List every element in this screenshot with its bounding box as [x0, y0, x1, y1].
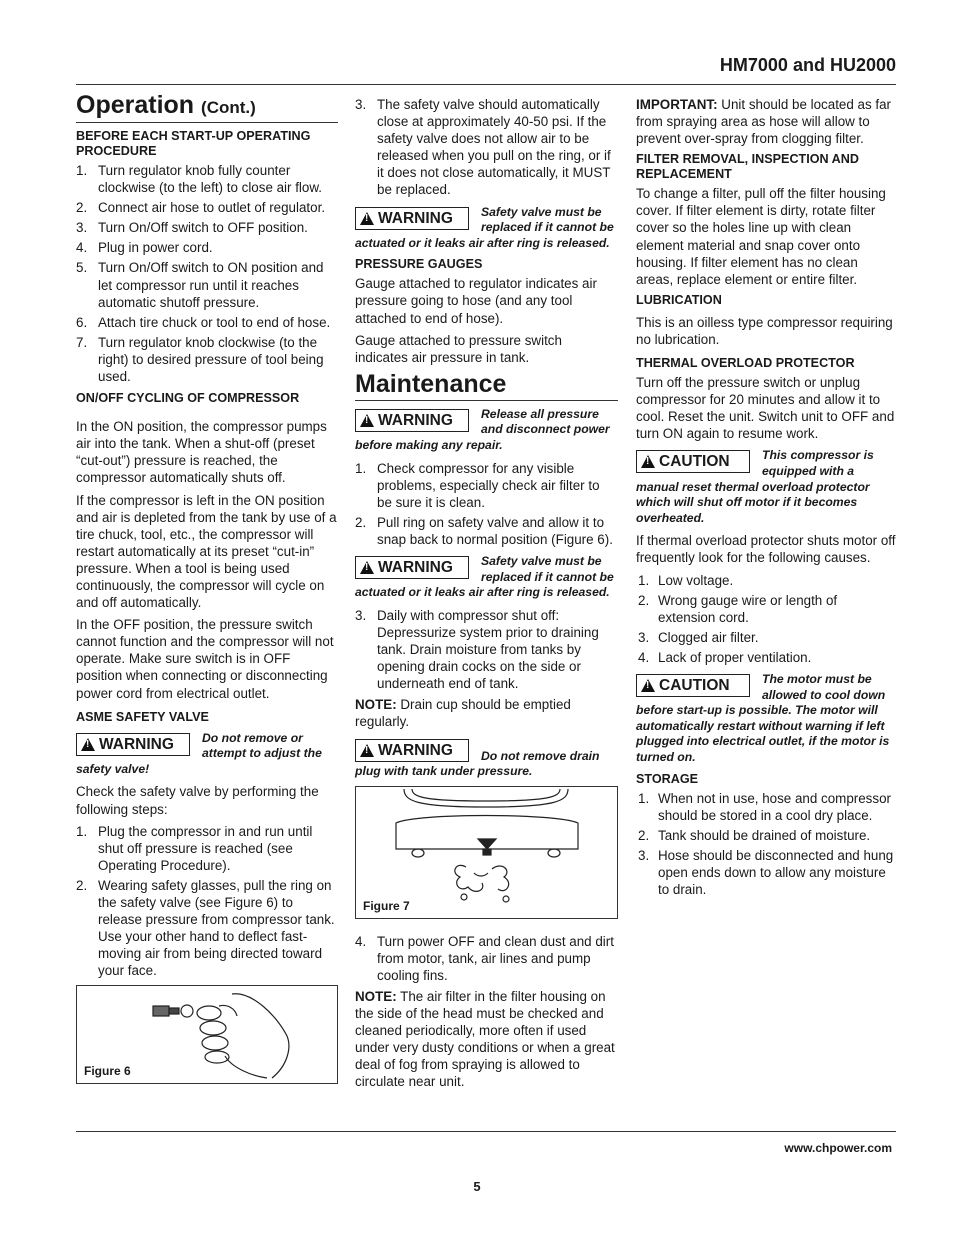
operation-title-sub: (Cont.) [201, 98, 256, 117]
maintenance-steps-cont-2 [355, 933, 618, 984]
thermal-causes [636, 572, 898, 666]
warning-badge: ! WARNING [355, 207, 469, 230]
warning-box [355, 407, 618, 454]
cycling-heading: ON/OFF CYCLING OF COMPRESSOR [76, 391, 300, 406]
warning-triangle-icon [360, 744, 374, 757]
warning-badge: ! WARNING [355, 556, 469, 579]
list-item: 6. Attach tire chuck or tool to end of hose. [76, 314, 331, 330]
list-item: 3. The safety valve should automatically close at approximately 40-50 psi. If the safety valve does not allow air to be released when you pull on the ring, or if it does not close automatically, it MUST be replaced. [355, 97, 611, 198]
column-2 [355, 96, 618, 1096]
warning-box [355, 554, 618, 601]
thermal-paragraph: Turn off the pressure switch or unplug compressor for 20 minutes and allow it to cool. Reset the unit. Switch unit to OFF and turn ON again to resume work. [636, 375, 895, 442]
storage-steps [636, 790, 898, 899]
warning-box [76, 731, 338, 778]
list-item: 3. Clogged air filter. [638, 629, 759, 645]
warning-badge: ! WARNING [355, 739, 469, 762]
cycling-paragraph: If the compressor is left in the ON position and air is depleted from the tank by use of a tire chuck, tool, etc., the compressor will restart automatically at its preset “cut-in” pressure. When a tool is being used continuously, the compressor will cycle on and off automatically. [76, 492, 337, 611]
maintenance-title: Maintenance [355, 371, 618, 401]
caution-box [636, 672, 898, 766]
warning-triangle-icon [641, 679, 655, 692]
warning-triangle-icon [81, 738, 95, 751]
before-start-heading: BEFORE EACH START-UP OPERATING PROCEDURE [76, 129, 311, 158]
thermal-paragraph-2: If thermal overload protector shuts motor off frequently look for the following causes. [636, 533, 896, 566]
asme-steps-cont [355, 96, 618, 199]
figure-6 [76, 985, 338, 1084]
note-air-filter: NOTE: The air filter in the filter housing on the side of the head must be checked and cleaned periodically, more often if used under very dusty conditions or when a great deal of fog from spraying is allowed to circulate near unit. [355, 988, 615, 1090]
warning-text: Safety valve must be replaced if it cannot be actuated or it leaks air after ring is released. [355, 204, 614, 250]
warning-text: Do not remove drain plug with tank under pressure. [355, 748, 600, 779]
list-item: 4. Plug in power cord. [76, 240, 213, 256]
storage-heading: STORAGE [636, 771, 699, 786]
list-item: 3. Turn On/Off switch to OFF position. [76, 220, 308, 236]
footer-website-link[interactable]: www.chpower.com [784, 1141, 892, 1155]
footer-divider [76, 1131, 896, 1132]
caution-box [636, 448, 898, 526]
warning-text: Safety valve must be replaced if it cannot be actuated or it leaks air after ring is released. [355, 554, 614, 600]
caution-text: This compressor is equipped with a manual reset thermal overload protector which will shut off motor if it becomes overheated. [636, 448, 874, 525]
gauges-paragraph: Gauge attached to regulator indicates air pressure going to hose (and any tool attached to end of hose). [355, 276, 597, 326]
gauges-paragraph: Gauge attached to pressure switch indicates air pressure in tank. [355, 332, 562, 365]
asme-intro: Check the safety valve by performing the following steps: [76, 784, 319, 817]
list-item: 1. Plug the compressor in and run until shut off pressure is reached (see Operating Procedure). [76, 823, 313, 873]
gauges-heading: PRESSURE GAUGES [355, 257, 483, 272]
list-item: 1. Turn regulator knob fully counter clockwise (to the left) to close air flow. [76, 163, 323, 196]
figure-7-label: Figure 7 [363, 898, 410, 913]
model-title: HM7000 and HU2000 [719, 55, 896, 75]
list-item: 2. Wearing safety glasses, pull the ring on the safety valve (see Figure 6) to release pressure from compressor tank. Use your other hand to deflect fast-moving air from being directed toward your face. [76, 877, 335, 979]
operation-title [76, 92, 338, 123]
figure-6-label: Figure 6 [84, 1064, 131, 1079]
warning-triangle-icon [360, 414, 374, 427]
list-item: 1. When not in use, hose and compressor should be stored in a cool dry place. [638, 790, 891, 823]
list-item: 1. Low voltage. [638, 572, 734, 588]
operation-title-text: Operation [76, 91, 195, 119]
list-item: 1. Check compressor for any visible problems, especially check air filter to be sure it is clean. [355, 460, 600, 510]
column-1 [76, 92, 338, 1084]
list-item: 4. Lack of proper ventilation. [638, 649, 812, 665]
list-item: 2. Wrong gauge wire or length of extension cord. [638, 592, 838, 625]
warning-badge: ! WARNING [76, 733, 190, 756]
maintenance-steps [355, 460, 618, 548]
warning-triangle-icon [360, 561, 374, 574]
before-start-steps [76, 162, 338, 385]
warning-badge: ! WARNING [355, 409, 469, 432]
filter-paragraph: To change a filter, pull off the filter housing cover. If filter element is dirty, rotate filter cover so the holes line up with clean element material and snap cover onto housing. If filter element has no clean areas, replace element or entire filter. [636, 186, 886, 287]
list-item: 4. Turn power OFF and clean dust and dirt from motor, tank, air lines and pump cooling fins. [355, 933, 614, 983]
asme-steps [76, 823, 338, 980]
list-item: 7. Turn regulator knob clockwise (to the right) to desired pressure of tool being used. [76, 334, 324, 385]
cycling-paragraph: In the ON position, the compressor pumps air into the tank. When a shut-off (preset “cut-out”) pressure is reached, the compressor automatically shuts off. [76, 419, 327, 486]
warning-box [355, 205, 618, 252]
thermal-heading: THERMAL OVERLOAD PROTECTOR [636, 356, 855, 371]
warning-text: Do not remove or attempt to adjust the safety valve! [76, 730, 322, 776]
list-item: 3. Hose should be disconnected and hung open ends down to allow any moisture to drain. [638, 847, 894, 898]
list-item: 2. Pull ring on safety valve and allow it to snap back to normal position (Figure 6). [355, 514, 613, 547]
asme-heading: ASME SAFETY VALVE [76, 709, 209, 724]
column-3 [636, 96, 898, 902]
caution-text: The motor must be allowed to cool down before start-up is possible. The motor will automatically restart without warning if left plugged into electrical outlet, if the motor is turned on. [636, 672, 890, 764]
caution-badge: ! CAUTION [636, 450, 750, 473]
warning-text: Release all pressure and disconnect power before making any repair. [355, 406, 610, 452]
list-item: 3. Daily with compressor shut off: Depressurize system prior to draining tank. Drain moisture from tanks by opening drain cocks on the side or underneath end of tank. [355, 607, 599, 692]
filter-heading: FILTER REMOVAL, INSPECTION AND REPLACEMENT [636, 152, 859, 182]
maintenance-steps-cont [355, 607, 618, 692]
important-note: IMPORTANT: Unit should be located as far from spraying area as hose will allow to prevent over-spray from clogging filter. [636, 97, 892, 147]
header-divider [76, 84, 896, 85]
lubrication-heading: LUBRICATION [636, 292, 722, 307]
warning-box [355, 737, 618, 780]
caution-badge: ! CAUTION [636, 674, 750, 697]
figure-7 [355, 786, 618, 919]
warning-triangle-icon [360, 212, 374, 225]
list-item: 2. Tank should be drained of moisture. [638, 827, 871, 843]
list-item: 5. Turn On/Off switch to ON position and let compressor run until it reaches automatic shutoff pressure. [76, 260, 324, 310]
lubrication-paragraph: This is an oilless type compressor requiring no lubrication. [636, 314, 893, 347]
cycling-paragraph: In the OFF position, the pressure switch cannot function and the compressor will not operate. Make sure switch is in OFF position when connecting or disconnecting power cord from electrical outlet. [76, 617, 334, 701]
warning-triangle-icon [641, 455, 655, 468]
list-item: 2. Connect air hose to outlet of regulator. [76, 200, 326, 216]
note-drain-cup: NOTE: Drain cup should be emptied regularly. [355, 697, 571, 730]
page-number: 5 [473, 1179, 481, 1194]
